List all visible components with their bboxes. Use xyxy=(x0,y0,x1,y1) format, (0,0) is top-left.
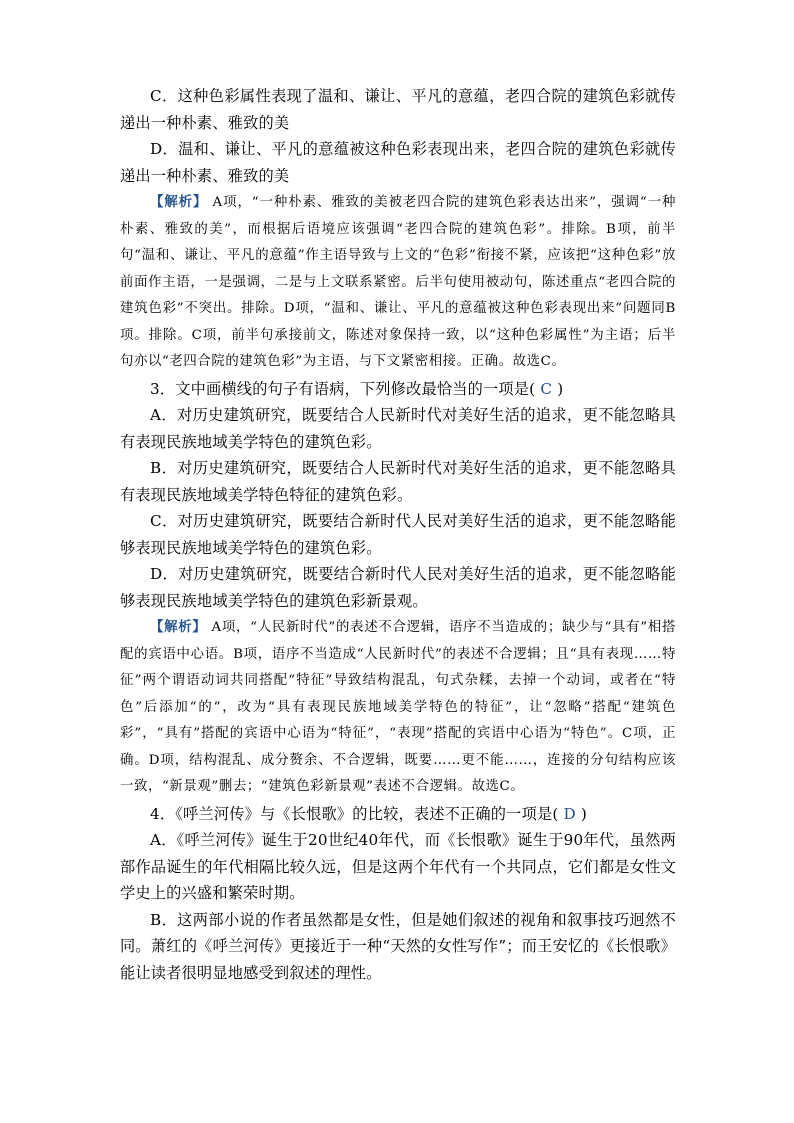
q2-explanation xyxy=(120,189,676,376)
q3-stem xyxy=(120,376,676,403)
q2-option-c: C．这种色彩属性表现了温和、谦让、平凡的意蕴，老四合院的建筑色彩就传递出一种朴素、雅致的美 xyxy=(120,87,676,132)
explanation-label: 【解析】 xyxy=(150,194,208,210)
q4-stem-text: 4．《呼兰河传》与《长恨歌》的比较，表述不正确的一项是( xyxy=(150,804,559,823)
q3-option-d: D．对历史建筑研究，既要结合新时代人民对美好生活的追求，更不能忽略能够表现民族地域美学特色的建筑色彩新景观。 xyxy=(120,565,676,610)
q4-stem-close: ) xyxy=(580,804,588,823)
q3-explanation-text: A项，“人民新时代”的表述不合逻辑，语序不当造成的；缺少与“具有”相搭配的宾语中心语。B项，语序不当造成“人民新时代”的表述不合逻辑；且“具有表现……特征”两个谓语动词共同搭配“特征”导致结构混乱，句式杂糅，去掉一个动词，或者在“特色”后添加“的”，改为“具有表现民族地域美学特色的特征”，让“忽略”搭配“建筑色彩”，“具有”搭配的宾语中心语为“特征”，“表现”搭配的宾语中心语为“特色”。C项，正确。D项，结构混乱、成分赘余、不合逻辑，既要……更不能……，连接的分句结构应该一致，“新景观”删去；“建筑色彩新景观”表述不合逻辑。故选C。 xyxy=(120,620,676,794)
q3-stem-text: 3．文中画横线的句子有语病，下列修改最恰当的一项是( xyxy=(150,379,536,398)
q4-stem xyxy=(120,801,676,828)
q3-answer: C xyxy=(540,379,553,398)
q4-option-b: B．这两部小说的作者虽然都是女性，但是她们叙述的视角和叙事技巧迥然不同。萧红的《呼兰河传》更接近于一种“天然的女性写作”；而王安忆的《长恨歌》能让读者很明显地感受到叙述的理性。 xyxy=(120,910,676,982)
q2-option-d: D．温和、谦让、平凡的意蕴被这种色彩表现出来，老四合院的建筑色彩就传递出一种朴素、雅致的美 xyxy=(120,140,676,185)
q4-option-a: A．《呼兰河传》诞生于20世纪40年代，而《长恨歌》诞生于90年代，虽然两部作品诞生的年代相隔比较久远，但是这两个年代有一个共同点，它们都是女性文学史上的兴盛和繁荣时期。 xyxy=(120,831,676,902)
q3-option-c: C．对历史建筑研究，既要结合新时代人民对美好生活的追求，更不能忽略能够表现民族地域美学特色的建筑色彩。 xyxy=(120,512,676,557)
q3-option-b: B．对历史建筑研究，既要结合人民新时代对美好生活的追求，更不能忽略具有表现民族地域美学特色特征的建筑色彩。 xyxy=(120,459,676,504)
q3-stem-close: ) xyxy=(557,379,564,398)
q4-answer: D xyxy=(563,804,576,823)
q3-option-a: A．对历史建筑研究，既要结合人民新时代对美好生活的追求，更不能忽略具有表现民族地域美学特色的建筑色彩。 xyxy=(120,406,676,451)
document-page xyxy=(120,83,676,986)
q3-explanation xyxy=(120,614,676,801)
explanation-label: 【解析】 xyxy=(150,619,207,635)
q2-explanation-text: A项，“一种朴素、雅致的美被老四合院的建筑色彩表达出来”，强调“一种朴素、雅致的美”，而根据后语境应该强调“老四合院的建筑色彩”。排除。B项，前半句“温和、谦让、平凡的意蕴”作主语导致与上文的“色彩”衔接不紧，应该把“这种色彩”放前面作主语，一是强调，二是与上文联系紧密。后半句使用被动句，陈述重点“老四合院的建筑色彩”不突出。排除。D项，“温和、谦让、平凡的意蕴被这种色彩表现出来”问题同B项。排除。C项，前半句承接前文，陈述对象保持一致，以“这种色彩属性”为主语；后半句亦以“老四合院的建筑色彩”为主语，与下文紧密相接。正确。故选C。 xyxy=(120,195,677,369)
